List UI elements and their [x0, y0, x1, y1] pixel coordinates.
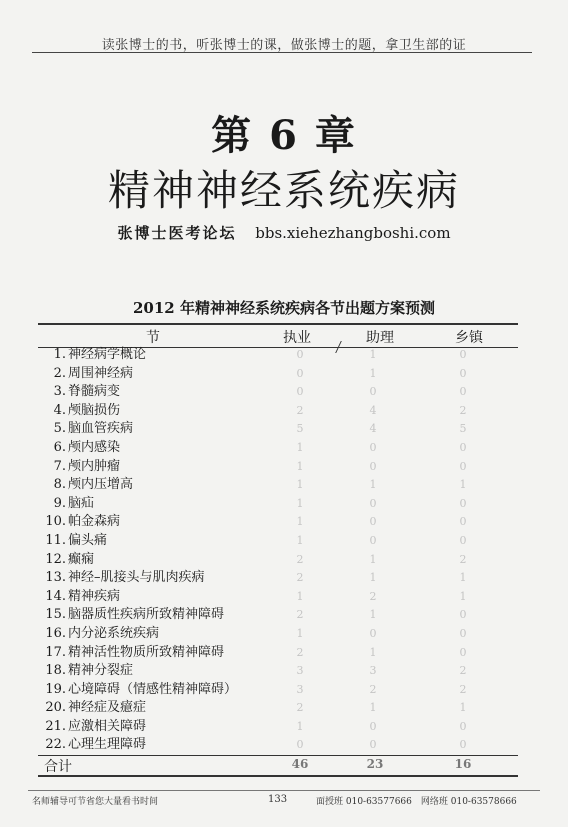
row-xiangzhen-value: 0	[459, 348, 467, 361]
row-xiangzhen-value: 1	[459, 701, 467, 715]
row-zhuli-value: 1	[369, 348, 377, 361]
header-slogan: 读张博士的书，听张博士的课，做张博士的题，拿卫生部的证	[101, 38, 467, 53]
table-bottom-rule	[38, 775, 518, 777]
row-section-name: 颅内肿瘤	[68, 458, 121, 474]
table-row	[0, 513, 568, 532]
row-section-name: 神经病学概论	[68, 347, 147, 362]
row-number: 19.	[45, 681, 66, 697]
total-zhuli: 23	[366, 757, 384, 771]
table-row	[0, 476, 568, 495]
row-zhuli-value: 4	[369, 422, 377, 436]
row-xiangzhen-value: 0	[459, 738, 467, 752]
total-xiangzhen: 16	[454, 757, 472, 771]
row-section-name: 神经症及癔症	[68, 700, 147, 716]
chapter-number: 第 6 章	[211, 112, 357, 159]
row-zhuli-value: 0	[369, 515, 377, 529]
column-header-zhiye: 执业	[283, 330, 311, 346]
row-number: 7.	[53, 458, 66, 474]
row-xiangzhen-value: 5	[459, 422, 467, 436]
table-row	[0, 439, 568, 458]
row-number: 14.	[45, 588, 66, 604]
row-zhuli-value: 1	[369, 366, 377, 380]
row-zhiye-value: 2	[296, 552, 304, 566]
table-row	[0, 662, 568, 681]
forum-url[interactable]: bbs.xiehezhangboshi.com	[255, 224, 451, 242]
row-number: 13.	[45, 570, 66, 586]
row-xiangzhen-value: 0	[459, 533, 467, 547]
table-row	[0, 458, 568, 477]
table-row	[0, 699, 568, 718]
table-title: 2012 年精神神经系统疾病各节出题方案预测	[133, 299, 435, 317]
forum-line	[0, 222, 568, 243]
table-row	[0, 402, 568, 421]
row-zhiye-value: 3	[296, 664, 304, 678]
table-row	[0, 718, 568, 737]
row-zhiye-value: 5	[296, 422, 304, 436]
row-number: 18.	[45, 663, 66, 679]
row-zhiye-value: 3	[296, 682, 304, 696]
row-zhuli-value: 1	[369, 608, 377, 622]
row-number: 20.	[45, 700, 66, 716]
row-zhiye-value: 1	[296, 496, 304, 510]
row-section-name: 精神疾病	[68, 588, 121, 604]
row-section-name: 心境障碍（情感性精神障碍）	[68, 681, 238, 697]
row-zhiye-value: 1	[296, 515, 304, 529]
row-zhiye-value: 2	[296, 571, 304, 585]
row-number: 1.	[53, 347, 66, 362]
table-row	[0, 495, 568, 514]
row-section-name: 颅内感染	[68, 439, 121, 455]
row-number: 15.	[45, 607, 66, 623]
row-zhiye-value: 2	[296, 645, 304, 659]
row-number: 2.	[53, 365, 66, 381]
row-zhiye-value: 1	[296, 719, 304, 733]
row-zhuli-value: 2	[369, 682, 377, 696]
table-row	[0, 644, 568, 663]
row-zhiye-value: 0	[296, 348, 304, 361]
row-xiangzhen-value: 1	[459, 478, 467, 492]
table-row	[0, 383, 568, 402]
table-row	[0, 736, 568, 755]
row-zhiye-value: 1	[296, 589, 304, 603]
total-label: 合计	[44, 759, 72, 775]
row-number: 12.	[45, 551, 66, 567]
footer-contact: 面授班 010-63577666 网络班 010-63578666	[316, 797, 517, 807]
row-xiangzhen-value: 0	[459, 515, 467, 529]
row-section-name: 精神活性物质所致精神障碍	[68, 644, 225, 660]
row-xiangzhen-value: 0	[459, 626, 467, 640]
row-zhiye-value: 0	[296, 385, 304, 399]
table-row	[0, 681, 568, 700]
header-divider	[32, 52, 532, 53]
row-xiangzhen-value: 2	[459, 552, 467, 566]
forum-name: 张博士医考论坛	[117, 224, 237, 242]
row-zhuli-value: 0	[369, 385, 377, 399]
row-xiangzhen-value: 0	[459, 645, 467, 659]
row-section-name: 脊髓病变	[68, 384, 121, 400]
row-zhiye-value: 1	[296, 459, 304, 473]
row-number: 10.	[45, 514, 66, 530]
row-number: 5.	[53, 421, 66, 437]
column-header-section: 节	[146, 330, 160, 346]
row-zhuli-value: 1	[369, 478, 377, 492]
table-top-rule	[38, 323, 518, 325]
table-row	[0, 588, 568, 607]
row-xiangzhen-value: 0	[459, 366, 467, 380]
row-section-name: 帕金森病	[68, 514, 121, 530]
row-section-name: 脑疝	[68, 495, 95, 511]
table-row	[0, 532, 568, 551]
row-zhuli-value: 0	[369, 738, 377, 752]
row-section-name: 癫痫	[68, 551, 95, 567]
row-zhiye-value: 1	[296, 626, 304, 640]
table-row	[0, 569, 568, 588]
row-zhiye-value: 0	[296, 366, 304, 380]
row-zhuli-value: 1	[369, 552, 377, 566]
row-xiangzhen-value: 1	[459, 571, 467, 585]
footer-left: 名师辅导可节省您大量看书时间	[32, 797, 159, 807]
row-xiangzhen-value: 0	[459, 719, 467, 733]
row-section-name: 脑血管疾病	[68, 421, 134, 437]
column-header-zhuli: 助理	[366, 330, 394, 346]
row-section-name: 精神分裂症	[68, 663, 134, 679]
row-zhuli-value: 0	[369, 440, 377, 454]
row-section-name: 颅内压增高	[68, 477, 134, 493]
total-zhiye: 46	[291, 757, 309, 771]
row-zhuli-value: 0	[369, 459, 377, 473]
row-xiangzhen-value: 2	[459, 664, 467, 678]
row-zhiye-value: 2	[296, 701, 304, 715]
row-section-name: 应激相关障碍	[68, 718, 147, 734]
row-number: 3.	[53, 384, 66, 400]
row-zhuli-value: 2	[369, 589, 377, 603]
row-number: 6.	[53, 439, 66, 455]
row-zhiye-value: 2	[296, 403, 304, 417]
row-section-name: 偏头痛	[68, 532, 108, 548]
table-row	[0, 606, 568, 625]
row-xiangzhen-value: 0	[459, 496, 467, 510]
row-zhiye-value: 1	[296, 440, 304, 454]
row-xiangzhen-value: 0	[459, 608, 467, 622]
row-zhiye-value: 2	[296, 608, 304, 622]
row-zhuli-value: 0	[369, 719, 377, 733]
row-number: 9.	[53, 495, 66, 511]
row-zhiye-value: 1	[296, 478, 304, 492]
column-header-xiangzhen: 乡镇	[455, 330, 483, 346]
chapter-title: 精神神经系统疾病	[107, 166, 460, 215]
page-number: 133	[268, 794, 288, 805]
row-number: 22.	[45, 737, 66, 753]
row-zhuli-value: 1	[369, 701, 377, 715]
row-zhuli-value: 0	[369, 626, 377, 640]
row-section-name: 神经–肌接头与肌肉疾病	[68, 570, 205, 586]
row-xiangzhen-value: 0	[459, 459, 467, 473]
row-number: 21.	[45, 718, 66, 734]
row-section-name: 心理生理障碍	[68, 737, 147, 753]
row-xiangzhen-value: 0	[459, 440, 467, 454]
row-xiangzhen-value: 2	[459, 403, 467, 417]
row-zhuli-value: 1	[369, 571, 377, 585]
row-number: 17.	[45, 644, 66, 660]
table-row	[0, 365, 568, 384]
row-section-name: 脑器质性疾病所致精神障碍	[68, 607, 225, 623]
table-row	[0, 420, 568, 439]
row-section-name: 周围神经病	[68, 365, 134, 381]
table-row	[0, 625, 568, 644]
row-number: 16.	[45, 625, 66, 641]
row-zhuli-value: 3	[369, 664, 377, 678]
row-number: 11.	[45, 532, 66, 548]
row-zhiye-value: 1	[296, 533, 304, 547]
row-zhuli-value: 0	[369, 496, 377, 510]
table-total-rule	[38, 755, 518, 756]
table-body	[0, 346, 568, 755]
row-zhuli-value: 1	[369, 645, 377, 659]
footer-divider	[28, 790, 540, 791]
row-number: 8.	[53, 477, 66, 493]
row-zhuli-value: 0	[369, 533, 377, 547]
row-zhuli-value: 4	[369, 403, 377, 417]
table-row	[0, 346, 568, 365]
row-zhiye-value: 0	[296, 738, 304, 752]
row-xiangzhen-value: 2	[459, 682, 467, 696]
row-xiangzhen-value: 0	[459, 385, 467, 399]
row-section-name: 颅脑损伤	[68, 402, 121, 418]
row-xiangzhen-value: 1	[459, 589, 467, 603]
table-row	[0, 551, 568, 570]
row-section-name: 内分泌系统疾病	[68, 625, 160, 641]
row-number: 4.	[53, 402, 66, 418]
